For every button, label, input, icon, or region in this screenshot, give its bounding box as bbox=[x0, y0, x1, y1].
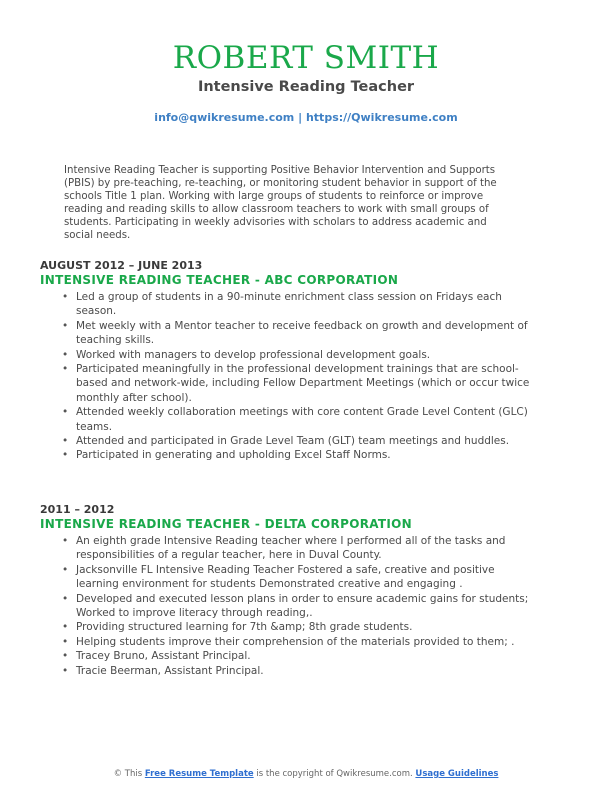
job-dates: AUGUST 2012 – JUNE 2013 bbox=[40, 259, 203, 272]
job-dates: 2011 – 2012 bbox=[40, 503, 115, 516]
contact-separator: | bbox=[294, 111, 306, 124]
list-item: • Participated meaningfully in the professional development trainings that are school-based and network-wide, including Fellow Department Meetings (which or occur twice monthly after school). bbox=[76, 362, 540, 405]
website-link[interactable]: https://Qwikresume.com bbox=[305, 111, 458, 124]
usage-guidelines-link[interactable]: Usage Guidelines bbox=[415, 769, 499, 779]
list-item: • Providing structured learning for 7th &amp; 8th grade students. bbox=[76, 620, 540, 634]
list-item: • Attended weekly collaboration meetings with core content Grade Level Content (GLC) teams. bbox=[76, 405, 540, 434]
experience-entry-1 bbox=[40, 259, 540, 463]
email-link[interactable]: info@qwikresume.com bbox=[154, 111, 295, 124]
list-item: • Led a group of students in a 90-minute enrichment class session on Fridays each season. bbox=[76, 290, 540, 319]
list-item: • Met weekly with a Mentor teacher to receive feedback on growth and development of teaching skills. bbox=[76, 319, 540, 348]
list-item: • Helping students improve their comprehension of the materials provided to them; . bbox=[76, 635, 540, 649]
list-item: • Worked with managers to develop professional development goals. bbox=[76, 348, 540, 362]
copyright-footer bbox=[0, 769, 612, 780]
contact-line bbox=[0, 111, 612, 125]
summary-paragraph: Intensive Reading Teacher is supporting Positive Behavior Intervention and Supports (PBIS) by pre-teaching, re-teaching, or monitoring student behavior in support of the schools Title 1 plan. Working with large groups of students to reinforce or improve reading and reading skills to allow classroom teachers to work with small groups of students. Participating in weekly advisories with scholars to address academic and social needs. bbox=[64, 165, 497, 241]
job-heading: INTENSIVE READING TEACHER - DELTA CORPORATION bbox=[40, 517, 412, 531]
responsibility-list bbox=[40, 290, 540, 463]
footer-middle: is the copyright of Qwikresume.com. bbox=[253, 769, 416, 779]
free-resume-template-link[interactable]: Free Resume Template bbox=[144, 769, 254, 779]
experience-entry-2 bbox=[40, 503, 540, 678]
job-title: Intensive Reading Teacher bbox=[197, 79, 415, 95]
list-item: • Tracey Bruno, Assistant Principal. bbox=[76, 649, 540, 663]
responsibility-list bbox=[40, 534, 540, 678]
list-item: • Tracie Beerman, Assistant Principal. bbox=[76, 664, 540, 678]
job-heading: INTENSIVE READING TEACHER - ABC CORPORATION bbox=[40, 273, 399, 287]
list-item: • Attended and participated in Grade Level Team (GLT) team meetings and huddles. bbox=[76, 434, 540, 448]
candidate-name: ROBERT SMITH bbox=[172, 40, 440, 76]
list-item: • An eighth grade Intensive Reading teacher where I performed all of the tasks and responsibilities of a regular teacher, here in Duval County. bbox=[76, 534, 540, 563]
list-item: • Developed and executed lesson plans in order to ensure academic gains for students; Worked to improve literacy through reading,. bbox=[76, 592, 540, 621]
footer-prefix: © This bbox=[113, 769, 145, 779]
list-item: • Jacksonville FL Intensive Reading Teacher Fostered a safe, creative and positive learning environment for students Demonstrated creative and engaging . bbox=[76, 563, 540, 592]
list-item: • Participated in generating and upholding Excel Staff Norms. bbox=[76, 448, 540, 462]
